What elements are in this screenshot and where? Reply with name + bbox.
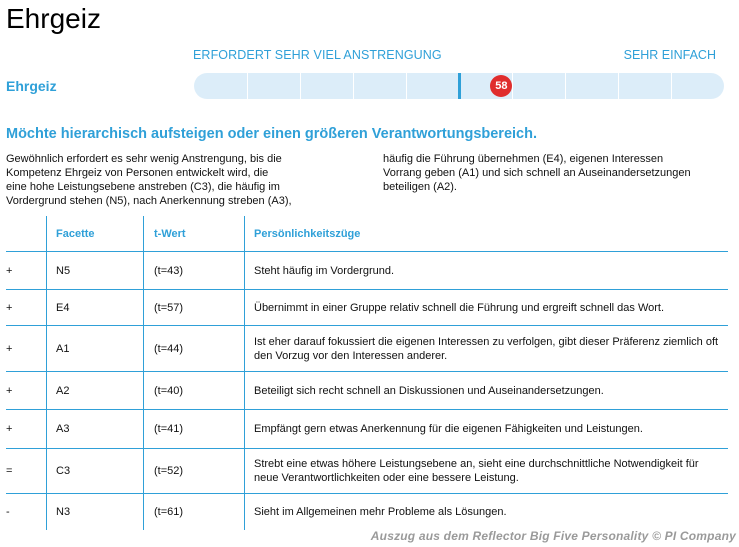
- row-t-value: (t=57): [143, 290, 244, 325]
- page-title: Ehrgeiz: [6, 3, 101, 34]
- row-facet: E4: [46, 290, 143, 325]
- table-row: [6, 372, 728, 410]
- row-facet: C3: [46, 449, 143, 493]
- row-facet: N5: [46, 252, 143, 289]
- row-facet: A3: [46, 410, 143, 448]
- table-row: [6, 410, 728, 449]
- scale-tick: [406, 73, 407, 99]
- table-header-row: [6, 216, 728, 252]
- scale-left-label: ERFORDERT SEHR VIEL ANSTRENGUNG: [193, 48, 442, 62]
- row-trait-text: Ist eher darauf fokussiert die eigenen Interessen zu verfolgen, gibt dieser Präferenz ziemlich oft den Vorzug vor den Interessen anderer.: [244, 326, 728, 371]
- scale-tick: [247, 73, 248, 99]
- header-t-value: t-Wert: [143, 216, 244, 251]
- row-sign: +: [6, 384, 13, 397]
- row-t-value: (t=44): [143, 326, 244, 371]
- row-facet: A2: [46, 372, 143, 409]
- row-sign: +: [6, 301, 13, 314]
- description-line: eine hohe Leistungsebene anstreben (C3), die häufig im: [6, 181, 280, 193]
- row-t-value: (t=43): [143, 252, 244, 289]
- row-facet: N3: [46, 494, 143, 530]
- row-trait-text: Steht häufig im Vordergrund.: [244, 252, 728, 289]
- description-line: Kompetenz Ehrgeiz von Personen entwickelt wird, die: [6, 167, 269, 179]
- table-row: [6, 326, 728, 372]
- scale-bar: [194, 73, 724, 99]
- row-t-value: (t=41): [143, 410, 244, 448]
- description-line: häufig die Führung übernehmen (E4), eigenen Interessen: [383, 153, 664, 165]
- row-t-value: (t=61): [143, 494, 244, 530]
- table-row: [6, 494, 728, 530]
- facet-table: [6, 216, 728, 530]
- summary-headline: Möchte hierarchisch aufsteigen oder einen größeren Verantwortungsbereich.: [6, 126, 537, 142]
- table-row: [6, 290, 728, 326]
- description-line: beteiligen (A2).: [383, 181, 457, 193]
- header-facet: Facette: [46, 216, 143, 251]
- footer-copyright: Auszug aus dem Reflector Big Five Personality © PI Company: [370, 529, 736, 543]
- description-left: [6, 152, 336, 208]
- scale-trait-label: Ehrgeiz: [6, 78, 57, 94]
- score-marker: 58: [490, 75, 512, 97]
- row-trait-text: Übernimmt in einer Gruppe relativ schnell die Führung und ergreift schnell das Wort.: [244, 290, 728, 325]
- scale-right-label: SEHR EINFACH: [623, 48, 716, 62]
- row-trait-text: Empfängt gern etwas Anerkennung für die eigenen Fähigkeiten und Leistungen.: [244, 410, 728, 448]
- scale-tick: [300, 73, 301, 99]
- row-sign: +: [6, 264, 13, 277]
- header-traits: Persönlichkeitszüge: [244, 216, 728, 251]
- row-trait-text: Beteiligt sich recht schnell an Diskussionen und Auseinandersetzungen.: [244, 372, 728, 409]
- row-trait-text: Strebt eine etwas höhere Leistungsebene an, sieht eine durchschnittliche Notwendigkeit für neue Verantwortlichkeiten oder eine bessere Leistung.: [244, 449, 728, 493]
- description-line: Vorrang geben (A1) und sich schnell an Auseinandersetzungen: [383, 167, 691, 179]
- row-t-value: (t=52): [143, 449, 244, 493]
- row-sign: +: [6, 342, 13, 355]
- description-line: Gewöhnlich erfordert es sehr wenig Anstrengung, bis die: [6, 153, 282, 165]
- scale-tick: [618, 73, 619, 99]
- row-t-value: (t=40): [143, 372, 244, 409]
- row-facet: A1: [46, 326, 143, 371]
- scale-midpoint-line: [458, 73, 461, 99]
- scale-tick: [512, 73, 513, 99]
- row-sign: -: [6, 506, 10, 518]
- row-sign: =: [6, 465, 13, 477]
- table-row: [6, 252, 728, 290]
- header-sign-cell: [6, 216, 46, 251]
- scale-tick: [353, 73, 354, 99]
- table-row: [6, 449, 728, 494]
- row-sign: +: [6, 423, 13, 435]
- description-right: [383, 152, 728, 194]
- scale-tick: [671, 73, 672, 99]
- row-trait-text: Sieht im Allgemeinen mehr Probleme als Lösungen.: [244, 494, 728, 530]
- description-line: Vordergrund stehen (N5), nach Anerkennung streben (A3),: [6, 195, 292, 207]
- scale-tick: [565, 73, 566, 99]
